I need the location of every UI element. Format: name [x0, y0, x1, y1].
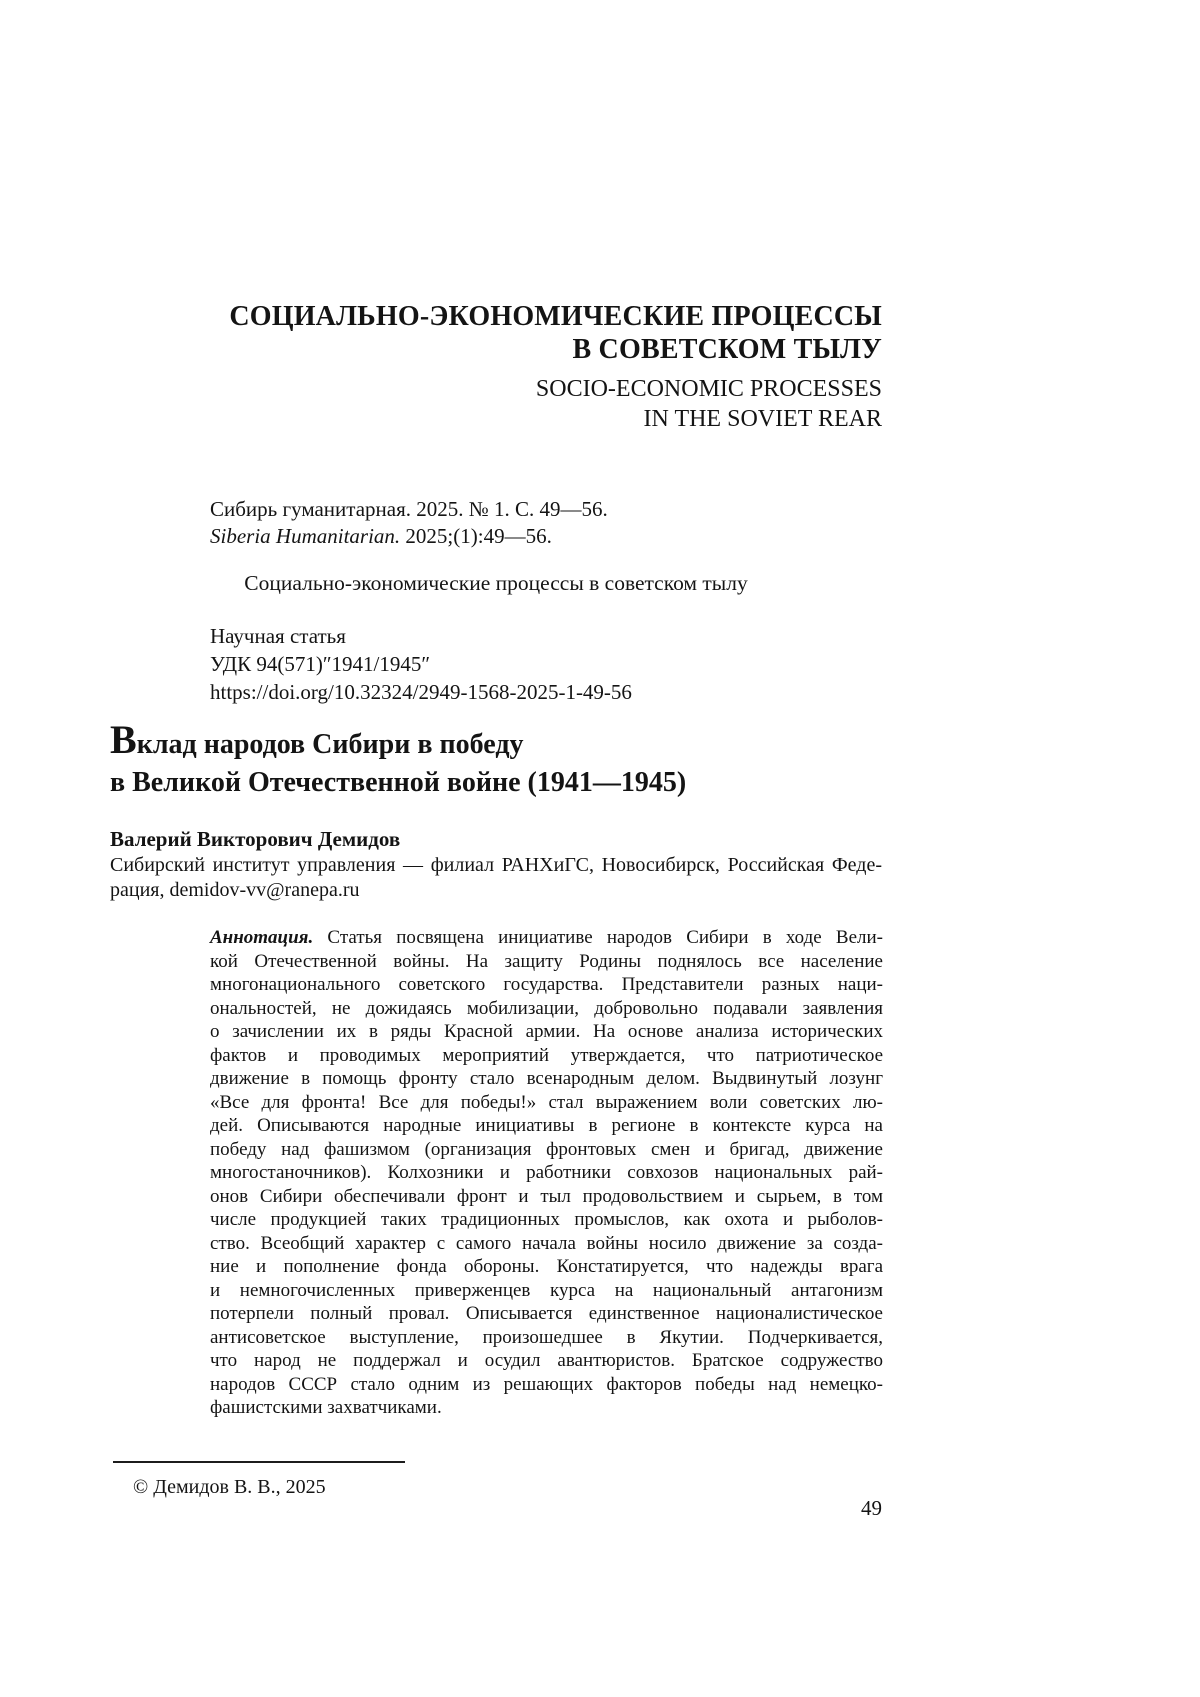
article-type: Научная статья	[210, 624, 346, 648]
udc-number: УДК 94(571)″1941/1945″	[210, 652, 431, 676]
article-title-line2: в Великой Отечественной войне (1941—1945)	[110, 767, 687, 798]
author-affiliation	[110, 853, 882, 902]
abstract-first-line	[210, 926, 883, 950]
copyright-note: © Демидов В. В., 2025	[133, 1476, 326, 1498]
journal-section-title-en	[110, 374, 882, 434]
journal-section-title-en-line1: SOCIO-ECONOMIC PROCESSES	[535, 376, 882, 402]
abstract-line: кой Отечественной войны. На защиту Родины поднялось все население	[210, 950, 883, 972]
citation-en	[210, 523, 882, 550]
abstract-line: и немногочисленных приверженцев курса на национальный антагонизм	[210, 1279, 883, 1301]
abstract-line: числе продукцией таких традиционных промыслов, как охота и рыболов-	[210, 1209, 883, 1230]
abstract-line: о зачислении их в ряды Красной армии. На основе анализа исторических	[210, 1021, 883, 1042]
abstract-line: ство. Всеобщий характер с самого начала войны носило движение за созда-	[210, 1232, 883, 1254]
citation-ru: Сибирь гуманитарная. 2025. № 1. С. 49—56.	[210, 497, 608, 521]
author-name: Валерий Викторович Демидов	[110, 827, 401, 851]
footnote-divider	[113, 1461, 405, 1463]
author-affiliation-line1: Сибирский институт управления — филиал РАНХиГС, Новосибирск, Российская Феде-	[110, 854, 882, 876]
author-affiliation-line2: рация, demidov-vv@ranepa.ru	[110, 878, 360, 901]
doi-link: https://doi.org/10.32324/2949-1568-2025-1-49-56	[210, 680, 632, 704]
citation-en-rest: 2025;(1):49—56.	[405, 524, 552, 548]
citation-block	[210, 496, 882, 550]
abstract-line: народов СССР стало одним из решающих факторов победы над немецко-	[210, 1373, 883, 1395]
abstract-line: многостаночников). Колхозники и работники совхозов национальных рай-	[210, 1162, 883, 1183]
abstract-line: победу над фашизмом (организация фронтовых смен и бригад, движение	[210, 1138, 883, 1160]
abstract-line: ональностей, не дожидаясь мобилизации, добровольно подавали заявления	[210, 997, 883, 1019]
journal-section-title-ru-line1: СОЦИАЛЬНО-ЭКОНОМИЧЕСКИЕ ПРОЦЕССЫ	[229, 301, 882, 332]
abstract-line: дей. Описываются народные инициативы в регионе в контексте курса на	[210, 1115, 883, 1136]
abstract	[210, 926, 883, 1420]
journal-section-title-ru-line2: В СОВЕТСКОМ ТЫЛУ	[572, 334, 882, 365]
running-title: Социально-экономические процессы в советском тылу	[244, 571, 748, 595]
abstract-line: онов Сибири обеспечивали фронт и тыл продовольствием и сырьем, в том	[210, 1185, 883, 1207]
abstract-line: ние и пополнение фонда обороны. Констатируется, что надежды врага	[210, 1256, 883, 1277]
abstract-line: фашистскими захватчиками.	[210, 1397, 442, 1418]
abstract-line: «Все для фронта! Все для победы!» стал выражением воли советских лю-	[210, 1091, 883, 1113]
abstract-line: что народ не поддержал и осудил авантюристов. Братское содружество	[210, 1350, 883, 1371]
abstract-line: антисоветское выступление, произошедшее в Якутии. Подчеркивается,	[210, 1326, 883, 1348]
abstract-line: потерпели полный провал. Описывается единственное националистическое	[210, 1303, 883, 1324]
abstract-lines	[210, 950, 883, 1420]
abstract-line: фактов и проводимых мероприятий утверждается, что патриотическое	[210, 1044, 883, 1066]
article-meta	[210, 622, 882, 706]
abstract-first-line-text: Статья посвящена инициативе народов Сибири в ходе Вели-	[327, 927, 883, 948]
page-number: 49	[861, 1496, 882, 1520]
article-title-line1: Вклад народов Сибири в победу	[110, 717, 524, 762]
citation-en-journal-name: Siberia Humanitarian.	[210, 524, 401, 548]
journal-section-title-ru	[110, 300, 882, 366]
journal-section-title-en-line2: IN THE SOVIET REAR	[643, 406, 882, 432]
article-title	[110, 717, 882, 802]
abstract-label: Аннотация.	[210, 927, 314, 948]
abstract-line: многонационального советского государства. Представители разных наци-	[210, 974, 883, 995]
abstract-line: движение в помощь фронту стало всенародным делом. Выдвинутый лозунг	[210, 1068, 883, 1089]
